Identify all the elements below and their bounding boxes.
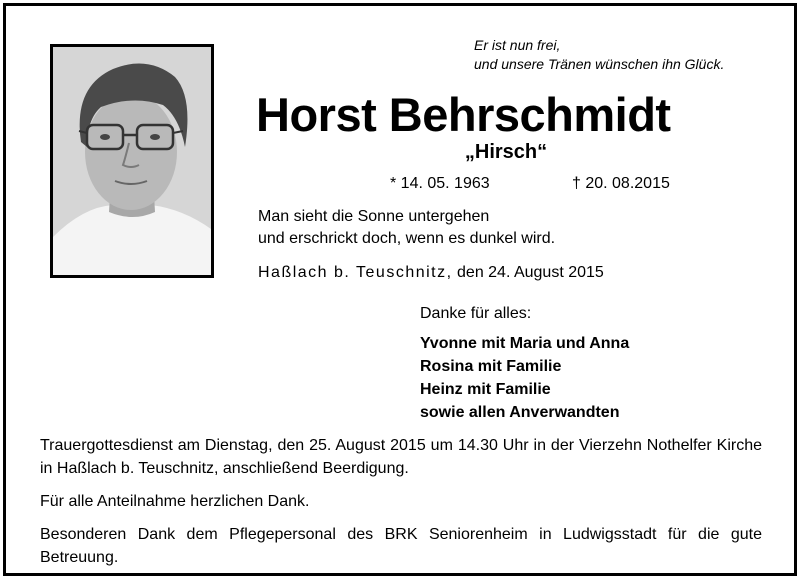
motto-line-1: Er ist nun frei, [474, 37, 561, 53]
mourner-line: Yvonne mit Maria und Anna [420, 335, 630, 352]
mourner-line: sowie allen Anverwandten [420, 404, 620, 421]
portrait-image [53, 47, 211, 275]
thanks-heading: Danke für alles: [420, 305, 532, 322]
quote-line-2: und erschrickt doch, wenn es dunkel wird. [258, 230, 556, 247]
service-information [40, 434, 762, 579]
obituary-notice [3, 3, 797, 576]
place-date [258, 263, 604, 283]
deceased-name: Horst Behrschmidt [256, 88, 671, 141]
thanks-paragraph: Für alle Anteilnahme herzlichen Dank. [40, 493, 310, 510]
death-date: † 20. 08.2015 [572, 175, 670, 192]
mourner-line: Rosina mit Familie [420, 358, 562, 375]
portrait-photo [50, 44, 214, 278]
motto [474, 36, 774, 74]
mourners-list [420, 332, 629, 424]
quote [258, 206, 638, 250]
funeral-service-paragraph: Trauergottesdienst am Dienstag, den 25. August 2015 um 14.30 Uhr in der Vierzehn Nothelfer Kirche in Haßlach b. Teuschnitz, anschließend Beerdigung. [40, 437, 762, 477]
birth-date: * 14. 05. 1963 [390, 175, 490, 192]
place-town: Haßlach b. Teuschnitz, [258, 264, 453, 281]
place-date-text: den 24. August 2015 [457, 264, 604, 281]
quote-line-1: Man sieht die Sonne untergehen [258, 208, 490, 225]
mourner-line: Heinz mit Familie [420, 381, 551, 398]
motto-line-2: und unsere Tränen wünschen ihn Glück. [474, 56, 725, 72]
deceased-nickname: „Hirsch“ [464, 141, 548, 163]
special-thanks-paragraph: Besonderen Dank dem Pflegepersonal des BRK Seniorenheim in Ludwigsstadt für die gute Betreuung. [40, 526, 762, 566]
